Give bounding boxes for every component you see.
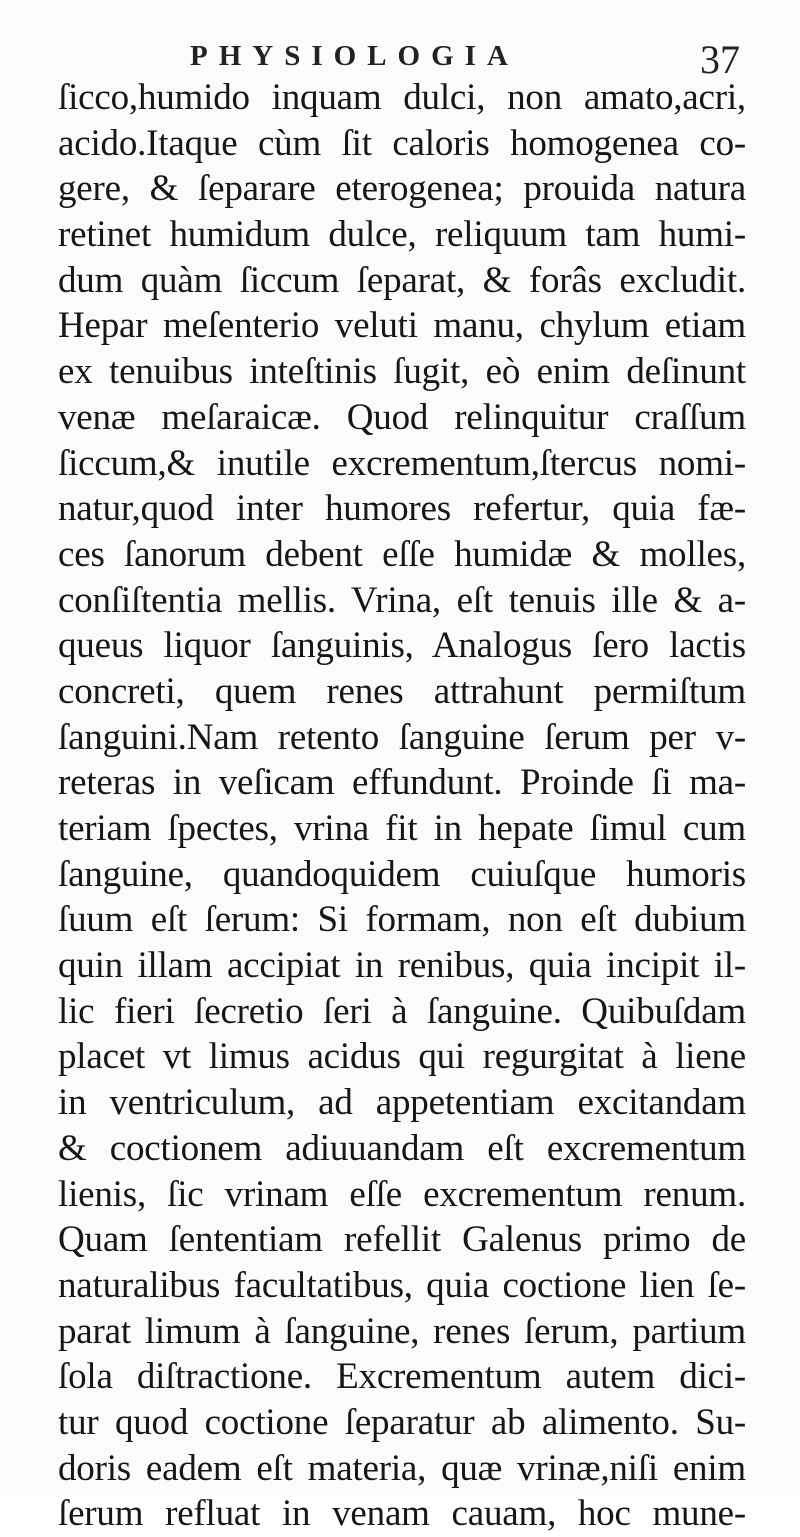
text-line: acido.Itaque cùm ſit caloris homogenea co- xyxy=(58,122,746,164)
text-line: retinet humidum dulce, reliquum tam humi- xyxy=(58,214,746,256)
text-line: & coctionem adiuuandam eſt excrementum xyxy=(58,1127,746,1169)
text-line: placet vt limus acidus qui regurgitat à liene xyxy=(58,1036,746,1078)
text-line: lic fieri ſecretio ſeri à ſanguine. Quibuſdam xyxy=(58,990,746,1032)
text-line: Quam ſententiam refellit Galenus primo de xyxy=(58,1219,746,1261)
text-line: reteras in veſicam effundunt. Proinde ſi ma- xyxy=(58,762,746,804)
text-line: dum quàm ſiccum ſeparat, & forâs excludit. xyxy=(58,259,746,301)
running-title: PHYSIOLOGIA xyxy=(190,40,519,72)
text-line: ſanguine, quandoquidem cuiuſque humoris xyxy=(58,853,746,895)
text-line: teriam ſpectes, vrina fit in hepate ſimul cum xyxy=(58,808,746,849)
text-line: concreti, quem renes attrahunt permiſtum xyxy=(58,670,746,712)
text-line: ſola diſtractione. Excrementum autem dici- xyxy=(58,1356,746,1398)
text-line: in ventriculum, ad appetentiam excitandam xyxy=(58,1082,746,1124)
text-line: venæ meſaraicæ. Quod relinquitur craſſum xyxy=(58,396,746,438)
text-line: queus liquor ſanguinis, Analogus ſero lactis xyxy=(58,625,746,667)
page-number: 37 xyxy=(700,37,740,82)
text-line: doris eadem eſt materia, quæ vrinæ,niſi enim xyxy=(58,1447,746,1489)
text-line: ſuum eſt ſerum: Si formam, non eſt dubium xyxy=(58,899,746,941)
text-line: ſerum refluat in venam cauam, hoc mune- xyxy=(58,1493,746,1535)
text-line: ſanguini.Nam retento ſanguine ſerum per v- xyxy=(58,716,746,758)
text-line: ſicco,humido inquam dulci, non amato,acri, xyxy=(58,77,746,118)
text-line: lienis, ſic vrinam eſſe excrementum renum. xyxy=(58,1173,746,1215)
text-line: ſiccum,& inutile excrementum,ſtercus nomi- xyxy=(58,442,746,484)
text-line: gere, & ſeparare eterogenea; prouida natura xyxy=(58,168,746,210)
text-line: tur quod coctione ſeparatur ab alimento. Su- xyxy=(58,1401,746,1443)
body-text xyxy=(58,75,746,1537)
text-line: ex tenuibus inteſtinis ſugit, eò enim deſinunt xyxy=(58,351,746,393)
text-line: quin illam accipiat in renibus, quia incipit il- xyxy=(58,945,746,987)
text-line: naturalibus facultatibus, quia coctione lien ſe- xyxy=(58,1264,746,1306)
text-line: parat limum à ſanguine, renes ſerum, partium xyxy=(58,1310,746,1352)
running-head xyxy=(0,37,800,82)
text-line: conſiſtentia mellis. Vrina, eſt tenuis ille & a- xyxy=(58,579,746,621)
text-line: Hepar meſenterio veluti manu, chylum etiam xyxy=(58,305,746,347)
text-line: ces ſanorum debent eſſe humidæ & molles, xyxy=(58,533,746,575)
text-line: natur,quod inter humores refertur, quia fæ- xyxy=(58,488,746,530)
